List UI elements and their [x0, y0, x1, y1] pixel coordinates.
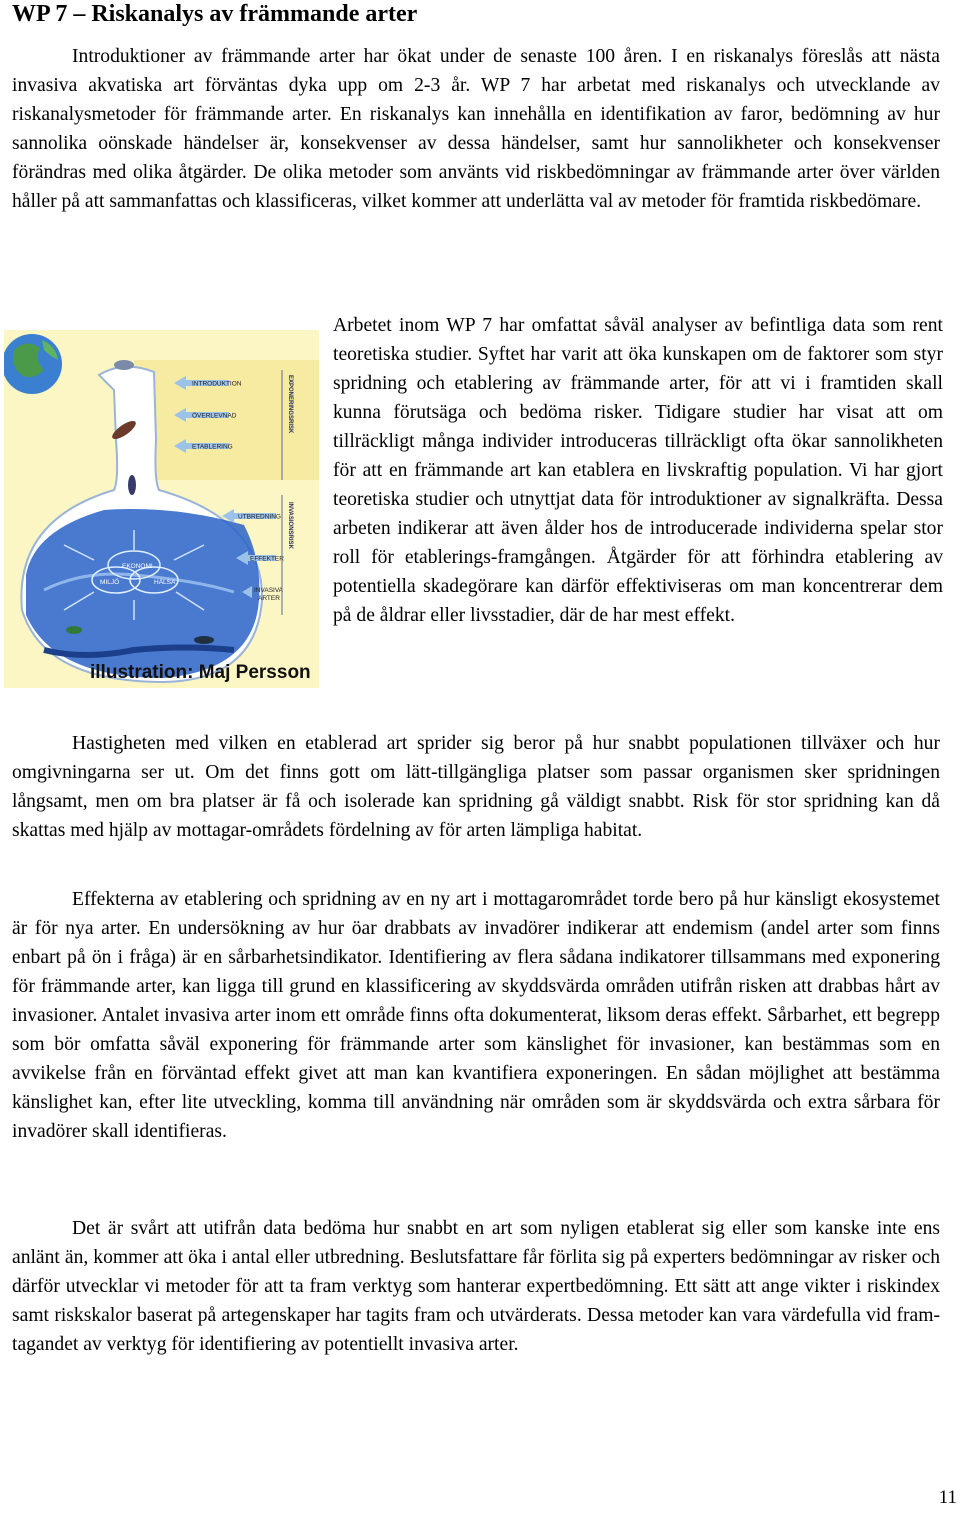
label-arter: ARTER — [258, 595, 280, 602]
label-halsa: HÄLSA — [154, 579, 176, 586]
paragraph-spread: Hastigheten med vilken en etablerad art sprider sig beror på hur snabbt populationen tillväxer och hur omgivningarna ser ut. Om det finns gott om lätt-tillgängliga platser som passar organismen sker spridningen långsamt, men om bra platser är få och isolerade kan spridning gå väldigt snabbt. Risk för stor spridning kan då skattas med hjälp av mottagar-områdets fördelning av för arten lämpliga habitat. — [12, 733, 940, 841]
label-etablering: ETABLERING — [192, 443, 233, 451]
illustration-figure — [4, 330, 319, 688]
paragraph-wp7-work: Arbetet inom WP 7 har omfattat såväl analyser av befintliga data som rent teoretiska studier. Syftet har varit att öka kunskapen om de faktorer som styr spridning och etablering av främmande arter, för att vi i framtiden skall kunna förutsäga och bedöma risker. Tidigare studier har visat att om tillräckligt många individer introduceras tillräckligt ofta ökar sannolikheten för att en främmande art kan etablera en livskraftig population. Vi har gjort teoretiska studier och utnyttjat data för introduktioner av signalkräfta. Dessa arbeten indikerar att även ålder hos de introducerade individerna spelar stor roll för etablerings-framgången. Åtgärder för att förhindra etablering av potentiella skadegörare kan därför effektiviseras om man koncentrerar dem på de åldrar eller livsstadier, där de har mest effekt. — [333, 315, 943, 626]
label-ekonomi: EKONOMI — [122, 563, 153, 570]
label-overlevnad: ÖVERLEVNAD — [192, 412, 237, 420]
paragraph-expert-assessment: Det är svårt att utifrån data bedöma hur snabbt en art som nyligen etablerat sig eller som kanske inte ens anlänt än, kommer att öka i antal eller utbredning. Beslutsfattare får förlita sig på experters bedömningar av risker och därför utvecklar vi metoder för att ta fram verktyg som hanterar expertbedömning. Ett sätt att ange vikter i riskindex samt riskskalor baserat på artegenskaper har tagits fram och utvärderats. Dessa metoder kan vara värdefulla vid fram-tagandet av verktyg för identifiering av potentiellt invasiva arter. — [12, 1218, 940, 1355]
label-invasiva: INVASIVA — [254, 587, 284, 594]
label-exponeringsrisk: EXPONERINGSRISK — [287, 375, 293, 434]
illustration-drawing — [4, 330, 319, 688]
label-utbredning: UTBREDNING — [238, 513, 281, 521]
globe-icon — [4, 334, 62, 394]
label-miljo: MILJÖ — [100, 579, 120, 586]
page-number: 11 — [938, 1487, 957, 1508]
label-effekter: EFFEKTER — [250, 555, 284, 563]
paragraph-effects: Effekterna av etablering och spridning av en ny art i mottagarområdet torde bero på hur känsligt ekosystemet är för nya arter. En undersökning av hur öar drabbats av invadörer indikerar att endemism (andel arter som finns enbart på ön i fråga) är en sårbarhetsindikator. Identifiering av flera sådana indikatorer tillsammans med exponering för främmande arter, kan ligga till grund en klassificering av skyddsvärda områden utifrån risken att drabbas hårt av invasioner. Antalet invasiva arter inom ett område finns ofta dokumenterat, liksom deras effekt. Sårbarhet, ett begrepp som bör omfatta såväl exponering för främmande arter som känslighet för invasioner, kan bestämmas som en avvikelse från en förväntad effekt givet att man kan kvantifiera exponeringen. En sådan möjlighet att bestämma känslighet kan, efter lite utveckling, komma till användning när områden som är skyddsvärda och extra sårbara för invadörer skall identifieras. — [12, 889, 940, 1142]
paragraph-intro: Introduktioner av främmande arter har ökat under de senaste 100 åren. I en riskanalys föreslås att nästa invasiva akvatiska art förväntas dyka upp om 2-3 år. WP 7 har arbetat med riskanalys och utvecklande av riskanalysmetoder för främmande arter. En riskanalys kan innehålla en identifikation av faror, bedömning av hur sannolika oönskade händelser är, konsekvenser av dessa händelser, samt hur sannolikheter och konsekvenser förändras med olika åtgärder. De olika metoder som använts vid riskbedömningar av främmande arter över världen håller på att sammanfattas och klassificeras, vilket kommer att underlätta val av metoder för framtida riskbedömare. — [12, 46, 940, 212]
section-title: WP 7 – Riskanalys av främmande arter — [12, 1, 418, 27]
label-invasionsrisk: INVASIONSRISK — [287, 502, 293, 549]
figure-caption: illustration: Maj Persson — [90, 662, 311, 683]
label-introduktion: INTRODUKTION — [192, 380, 242, 388]
